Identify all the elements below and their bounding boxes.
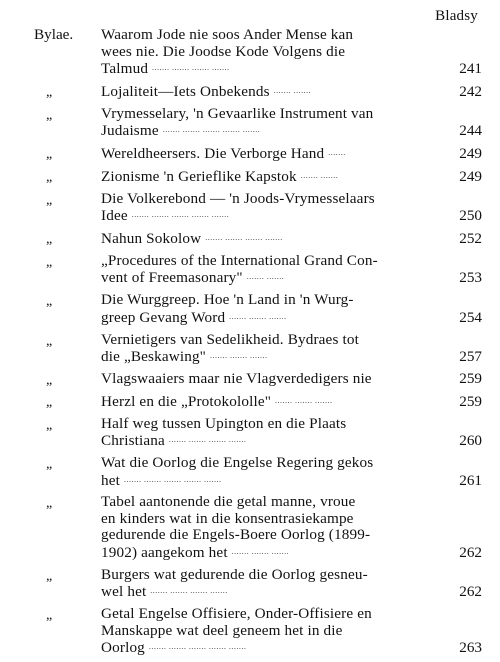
- leader-dots: ....... .......: [246, 272, 285, 282]
- page-number: 261: [459, 471, 482, 489]
- leader-dots: ....... ....... ....... ....... .......: [148, 642, 247, 652]
- entry-title-line: gedurende die Engels-Boere Oorlog (1899-: [101, 526, 371, 544]
- toc-entry: [0, 253, 500, 287]
- entry-title-line: die „Beskawing" ....... ....... .......: [101, 348, 268, 366]
- page-number: 253: [459, 269, 482, 287]
- entry-title-line: Lojaliteit—Iets Onbekends ....... .......: [101, 82, 312, 100]
- ditto-mark: „: [46, 147, 53, 163]
- entry-title-line: Half weg tussen Upington en die Plaats: [101, 414, 347, 432]
- ditto-mark: „: [46, 417, 53, 433]
- ditto-mark: „: [46, 372, 53, 388]
- entry-title-line: Tabel aantonende die getal manne, vroue: [101, 493, 356, 511]
- leader-dots: .......: [328, 148, 346, 158]
- toc-entry: [0, 168, 500, 186]
- appendix-label: Bylae.: [34, 26, 74, 43]
- leader-dots: ....... .......: [273, 85, 312, 95]
- entry-title-line: greep Gevang Word ....... ....... .......: [101, 308, 287, 326]
- entry-title-line: en kinders wat in die konsentrasiekampe: [101, 509, 354, 527]
- toc-entry: [0, 332, 500, 366]
- entry-title-line: Vlagswaaiers maar nie Vlagverdedigers nie: [101, 369, 372, 387]
- entry-title: [101, 253, 413, 287]
- entry-title-line: Die Wurggreep. Hoe 'n Land in 'n Wurg-: [101, 291, 354, 309]
- entry-title: [101, 27, 413, 78]
- entry-title-line: wees nie. Die Joodse Kode Volgens die: [101, 42, 346, 60]
- entry-title-line: Herzl en die „Protokololle" ....... ....... .......: [101, 392, 333, 410]
- leader-dots: ....... ....... ....... ....... .......: [131, 210, 230, 220]
- page-number: 249: [459, 145, 482, 163]
- entry-title-line: Getal Engelse Offisiere, Onder-Offisiere en: [101, 605, 372, 623]
- entry-title-line: Oorlog ....... ....... ....... ....... .......: [101, 639, 247, 657]
- page-number: 262: [459, 544, 482, 562]
- page-number: 249: [459, 167, 482, 185]
- entry-title: [101, 416, 413, 450]
- entry-title: [101, 292, 413, 326]
- ditto-mark: „: [46, 333, 53, 349]
- toc-entry: [0, 292, 500, 326]
- entry-title-line: Waarom Jode nie soos Ander Mense kan: [101, 26, 354, 43]
- entry-title-line: Talmud ....... ....... ....... .......: [101, 60, 230, 78]
- toc-entry: [0, 27, 500, 78]
- leader-dots: ....... ....... ....... .......: [168, 435, 247, 445]
- entry-title-line: 1902) aangekom het ....... ....... .......: [101, 544, 290, 562]
- entry-title-line: „Procedures of the International Grand Con-: [101, 251, 378, 269]
- entry-title: [101, 83, 413, 101]
- entry-title: [101, 230, 413, 248]
- entry-title-line: Idee ....... ....... ....... ....... .......: [101, 207, 230, 225]
- page-number: 250: [459, 207, 482, 225]
- entry-title: [101, 606, 413, 657]
- ditto-mark: „: [46, 192, 53, 208]
- leader-dots: ....... ....... ....... ....... .......: [123, 474, 222, 484]
- toc-entry: [0, 191, 500, 225]
- page-number: 262: [459, 583, 482, 601]
- page-column-header: Bladsy: [435, 8, 478, 24]
- entry-title-line: Wereldheersers. Die Verborge Hand .......: [101, 145, 346, 163]
- entry-title: [101, 455, 413, 489]
- entry-title-line: Zionisme 'n Gerieflike Kapstok ....... .......: [101, 167, 339, 185]
- ditto-mark: „: [46, 169, 53, 185]
- leader-dots: ....... ....... ....... .......: [152, 63, 230, 73]
- leader-dots: ....... ....... .......: [231, 547, 290, 557]
- entry-title-line: het ....... ....... ....... ....... .......: [101, 471, 222, 489]
- ditto-mark: „: [46, 394, 53, 410]
- entry-title-line: Wat die Oorlog die Engelse Regering gekos: [101, 453, 374, 471]
- entry-title-line: Manskappe wat deel geneem het in die: [101, 621, 343, 639]
- entry-title: [101, 106, 413, 140]
- entry-title: [101, 393, 413, 411]
- leader-dots: ....... ....... ....... ....... .......: [162, 125, 261, 135]
- leader-dots: ....... ....... .......: [210, 351, 268, 361]
- entry-title-line: Vrymesselary, 'n Gevaarlike Instrument van: [101, 104, 374, 122]
- toc-entry: [0, 371, 500, 388]
- ditto-mark: „: [46, 496, 53, 512]
- entry-title: [101, 494, 413, 561]
- entry-title-line: Judaisme ....... ....... ....... ....... .......: [101, 122, 261, 140]
- ditto-mark: „: [46, 84, 53, 100]
- leader-dots: ....... ....... ....... .......: [205, 233, 283, 243]
- leader-dots: ....... ....... .......: [229, 311, 287, 321]
- toc-entry: [0, 416, 500, 450]
- entry-title-line: Nahun Sokolow ....... ....... ....... .......: [101, 230, 283, 248]
- entry-title-line: Die Volkerebond — 'n Joods-Vrymesselaars: [101, 189, 375, 207]
- entry-title: [101, 332, 413, 366]
- ditto-mark: „: [46, 608, 53, 624]
- toc-entry: [0, 606, 500, 657]
- toc-entry: [0, 567, 500, 601]
- ditto-mark: „: [46, 456, 53, 472]
- page-number: 259: [459, 369, 482, 387]
- table-of-contents: [0, 27, 500, 662]
- page-number: 260: [459, 432, 482, 450]
- entry-title: [101, 567, 413, 601]
- toc-entry: [0, 393, 500, 411]
- page-number: 254: [459, 308, 482, 326]
- entry-title: [101, 371, 413, 388]
- toc-entry: [0, 106, 500, 140]
- ditto-mark: „: [46, 254, 53, 270]
- ditto-mark: „: [46, 294, 53, 310]
- page-number: 252: [459, 230, 482, 248]
- toc-entry: [0, 455, 500, 489]
- toc-entry: [0, 145, 500, 163]
- page-number: 242: [459, 82, 482, 100]
- toc-entry: [0, 230, 500, 248]
- entry-title-line: wel het ....... ....... ....... .......: [101, 583, 228, 601]
- page-number: 241: [459, 60, 482, 78]
- ditto-mark: „: [46, 107, 53, 123]
- entry-title-line: vent of Freemasonary" ....... .......: [101, 269, 285, 287]
- leader-dots: ....... ....... .......: [275, 395, 333, 405]
- page-number: 244: [459, 122, 482, 140]
- toc-entry: [0, 83, 500, 101]
- entry-title: [101, 191, 413, 225]
- entry-title-line: Burgers wat gedurende die Oorlog gesneu-: [101, 565, 368, 583]
- page-number: 263: [459, 639, 482, 657]
- entry-title: [101, 145, 413, 163]
- leader-dots: ....... .......: [300, 170, 339, 180]
- entry-title: [101, 168, 413, 186]
- entry-title-line: Christiana ....... ....... ....... .......: [101, 432, 247, 450]
- page-number: 257: [459, 348, 482, 366]
- ditto-mark: „: [46, 232, 53, 248]
- entry-title-line: Vernietigers van Sedelikheid. Bydraes tot: [101, 330, 359, 348]
- leader-dots: ....... ....... ....... .......: [150, 586, 228, 596]
- ditto-mark: „: [46, 568, 53, 584]
- toc-entry: [0, 494, 500, 561]
- page-number: 259: [459, 392, 482, 410]
